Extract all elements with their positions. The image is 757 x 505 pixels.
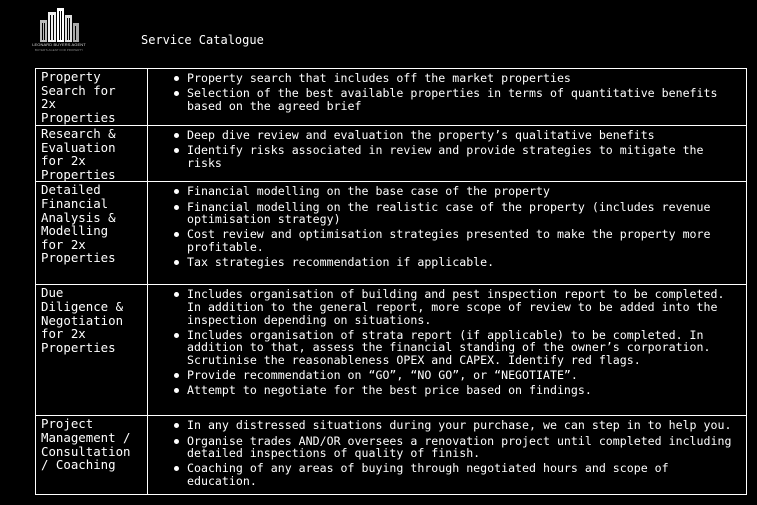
table-row [36,69,747,126]
list-item: Provide recommendation on “GO”, “NO GO”, or “NEGOTIATE”. [187,369,744,382]
logo-tagline: BUYER'S AGENT FOR PROPERTY [34,48,84,52]
list-item: Organise trades AND/OR oversees a renovation project until completed including detailed inspections of quality of finish. [187,435,744,460]
service-description [148,69,747,126]
table-row [36,416,747,495]
service-name: Due Diligence & Negotiation for 2x Properties [36,285,148,416]
service-items [148,185,744,268]
service-items [148,129,744,169]
service-items [148,72,744,112]
service-items [148,288,744,397]
logo-name: LEONARD BUYERS AGENT [32,42,86,47]
company-logo [30,6,88,56]
service-catalogue-table [35,68,747,495]
service-name: Detailed Financial Analysis & Modelling for 2x Properties [36,182,148,285]
list-item: Includes organisation of strata report (if applicable) to be completed. In addition to that, assess the financial standing of the owner’s corporation. Scrutinise the reasonableness OPEX and CAPEX. Identify red flags. [187,329,744,367]
list-item: Attempt to negotiate for the best price based on findings. [187,384,744,397]
table-row [36,182,747,285]
service-description [148,182,747,285]
service-description [148,285,747,416]
service-name: Property Search for 2x Properties [36,69,148,126]
service-description [148,126,747,182]
service-name: Project Management / Consultation / Coaching [36,416,148,495]
list-item: Financial modelling on the realistic case of the property (includes revenue optimisation strategy) [187,201,744,226]
table-row [36,126,747,182]
list-item: Identify risks associated in review and provide strategies to mitigate the risks [187,144,744,169]
list-item: Property search that includes off the market properties [187,72,744,85]
service-items [148,419,744,487]
service-name: Research & Evaluation for 2x Properties [36,126,148,182]
list-item: Coaching of any areas of buying through negotiated hours and scope of education. [187,462,744,487]
table-row [36,285,747,416]
list-item: Financial modelling on the base case of the property [187,185,744,198]
page-title: Service Catalogue [141,33,264,47]
list-item: Selection of the best available properties in terms of quantitative benefits based on the agreed brief [187,87,744,112]
list-item: Tax strategies recommendation if applicable. [187,256,744,269]
list-item: Deep dive review and evaluation the property’s qualitative benefits [187,129,744,142]
service-description [148,416,747,495]
list-item: Includes organisation of building and pest inspection report to be completed. In addition to the general report, more scope of review to be added into the inspection depending on situations. [187,288,744,326]
list-item: In any distressed situations during your purchase, we can step in to help you. [187,419,744,432]
building-skyline-icon [30,6,88,42]
list-item: Cost review and optimisation strategies presented to make the property more profitable. [187,228,744,253]
